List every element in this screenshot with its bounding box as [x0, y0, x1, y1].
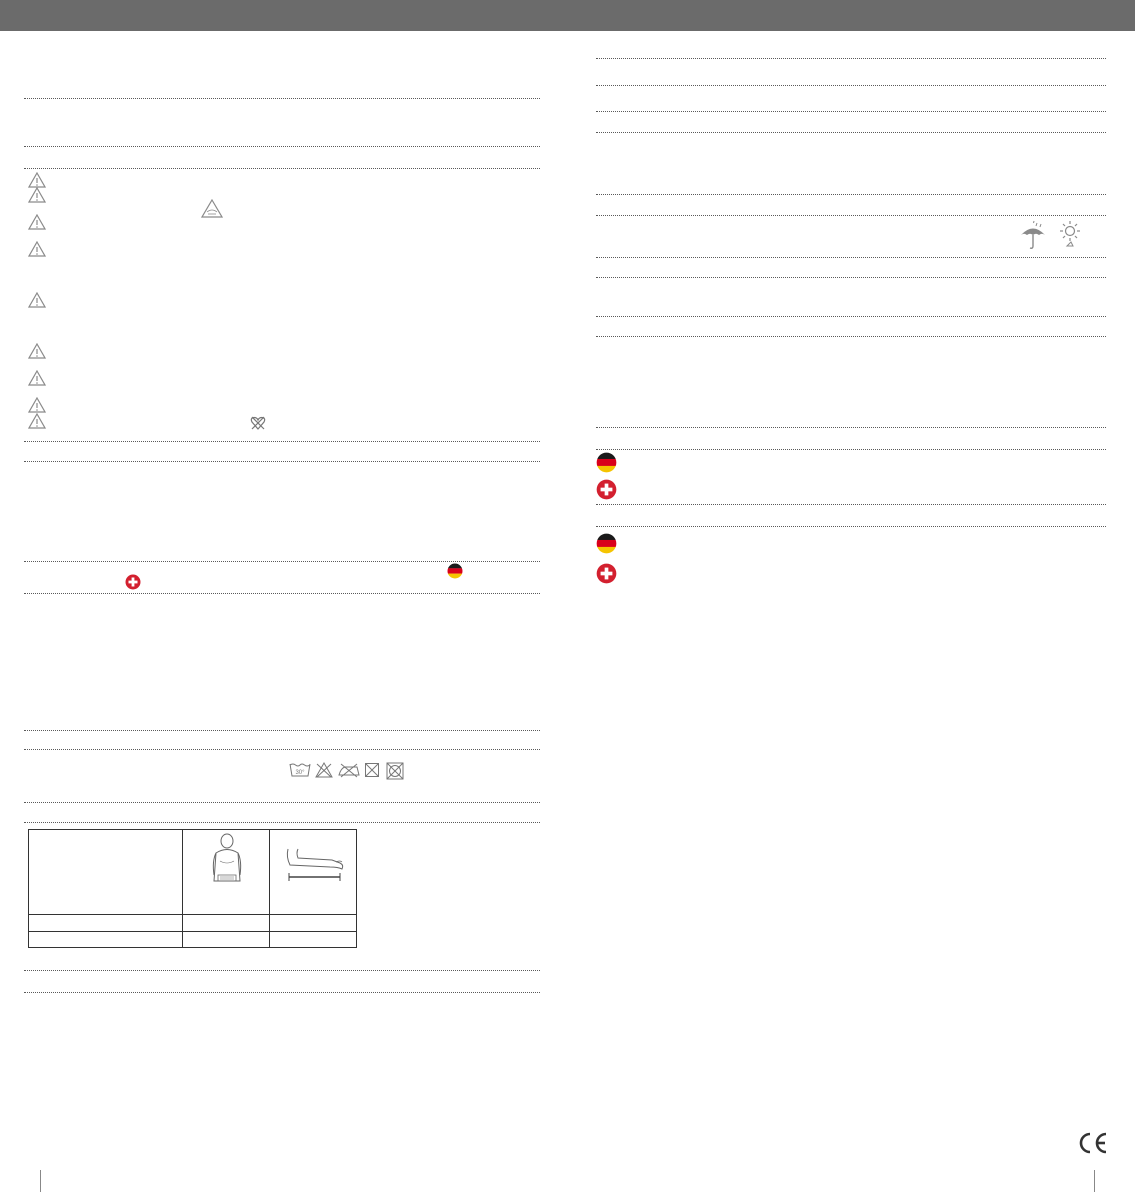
divider: [596, 111, 1106, 112]
no-dry-clean-icon: [364, 762, 380, 778]
warning-triangle-icon: [28, 172, 46, 188]
divider: [24, 802, 540, 803]
divider: [24, 441, 540, 442]
german-flag-icon: [596, 533, 617, 554]
divider: [596, 449, 1106, 450]
swiss-cross-icon: [596, 479, 617, 500]
table-row-divider: [28, 931, 356, 932]
arm-measurement-icon: [284, 847, 346, 883]
no-heart-icon: [250, 416, 266, 430]
divider: [596, 427, 1106, 428]
divider: [24, 146, 540, 147]
divider: [24, 593, 540, 594]
german-flag-icon: [447, 563, 463, 579]
warning-triangle-icon: [28, 292, 46, 308]
wash-30-icon: [289, 762, 311, 778]
divider: [24, 168, 540, 169]
swiss-cross-icon: [125, 574, 141, 590]
divider: [24, 822, 540, 823]
page-crop-mark: [1094, 1170, 1095, 1192]
divider: [596, 58, 1106, 59]
divider: [596, 504, 1106, 505]
warning-triangle-icon: [28, 187, 46, 203]
divider: [596, 194, 1106, 195]
header-bar: [0, 0, 1135, 31]
no-tumble-dry-icon: [386, 762, 404, 780]
warning-triangle-icon: [28, 397, 46, 413]
divider: [596, 336, 1106, 337]
table-column-divider: [269, 829, 270, 947]
swiss-cross-icon: [596, 563, 617, 584]
table-column-divider: [182, 829, 183, 947]
divider: [24, 98, 540, 99]
latex-free-icon: [201, 199, 223, 218]
size-table: [28, 829, 357, 948]
divider: [24, 461, 540, 462]
no-bleach-icon: [315, 762, 333, 778]
svg-text:30°: 30°: [295, 770, 305, 776]
warning-triangle-icon: [28, 241, 46, 257]
warning-triangle-icon: [28, 214, 46, 230]
divider: [596, 257, 1106, 258]
divider: [24, 730, 540, 731]
no-iron-icon: [337, 762, 361, 778]
warning-triangle-icon: [28, 370, 46, 386]
divider: [24, 970, 540, 971]
chest-measurement-icon: [208, 831, 246, 887]
sun-icon: [1055, 220, 1085, 250]
divider: [596, 526, 1106, 527]
warning-triangle-icon: [28, 413, 46, 429]
umbrella-icon: [1018, 220, 1048, 250]
divider: [596, 316, 1106, 317]
divider: [596, 85, 1106, 86]
german-flag-icon: [596, 452, 617, 473]
warning-triangle-icon: [28, 343, 46, 359]
divider: [24, 749, 540, 750]
divider: [596, 277, 1106, 278]
page-crop-mark: [40, 1170, 41, 1192]
divider: [596, 215, 1106, 216]
ce-mark-icon: [1078, 1132, 1108, 1154]
divider: [24, 561, 540, 562]
table-row-divider: [28, 914, 356, 915]
divider: [24, 992, 540, 993]
divider: [596, 132, 1106, 133]
